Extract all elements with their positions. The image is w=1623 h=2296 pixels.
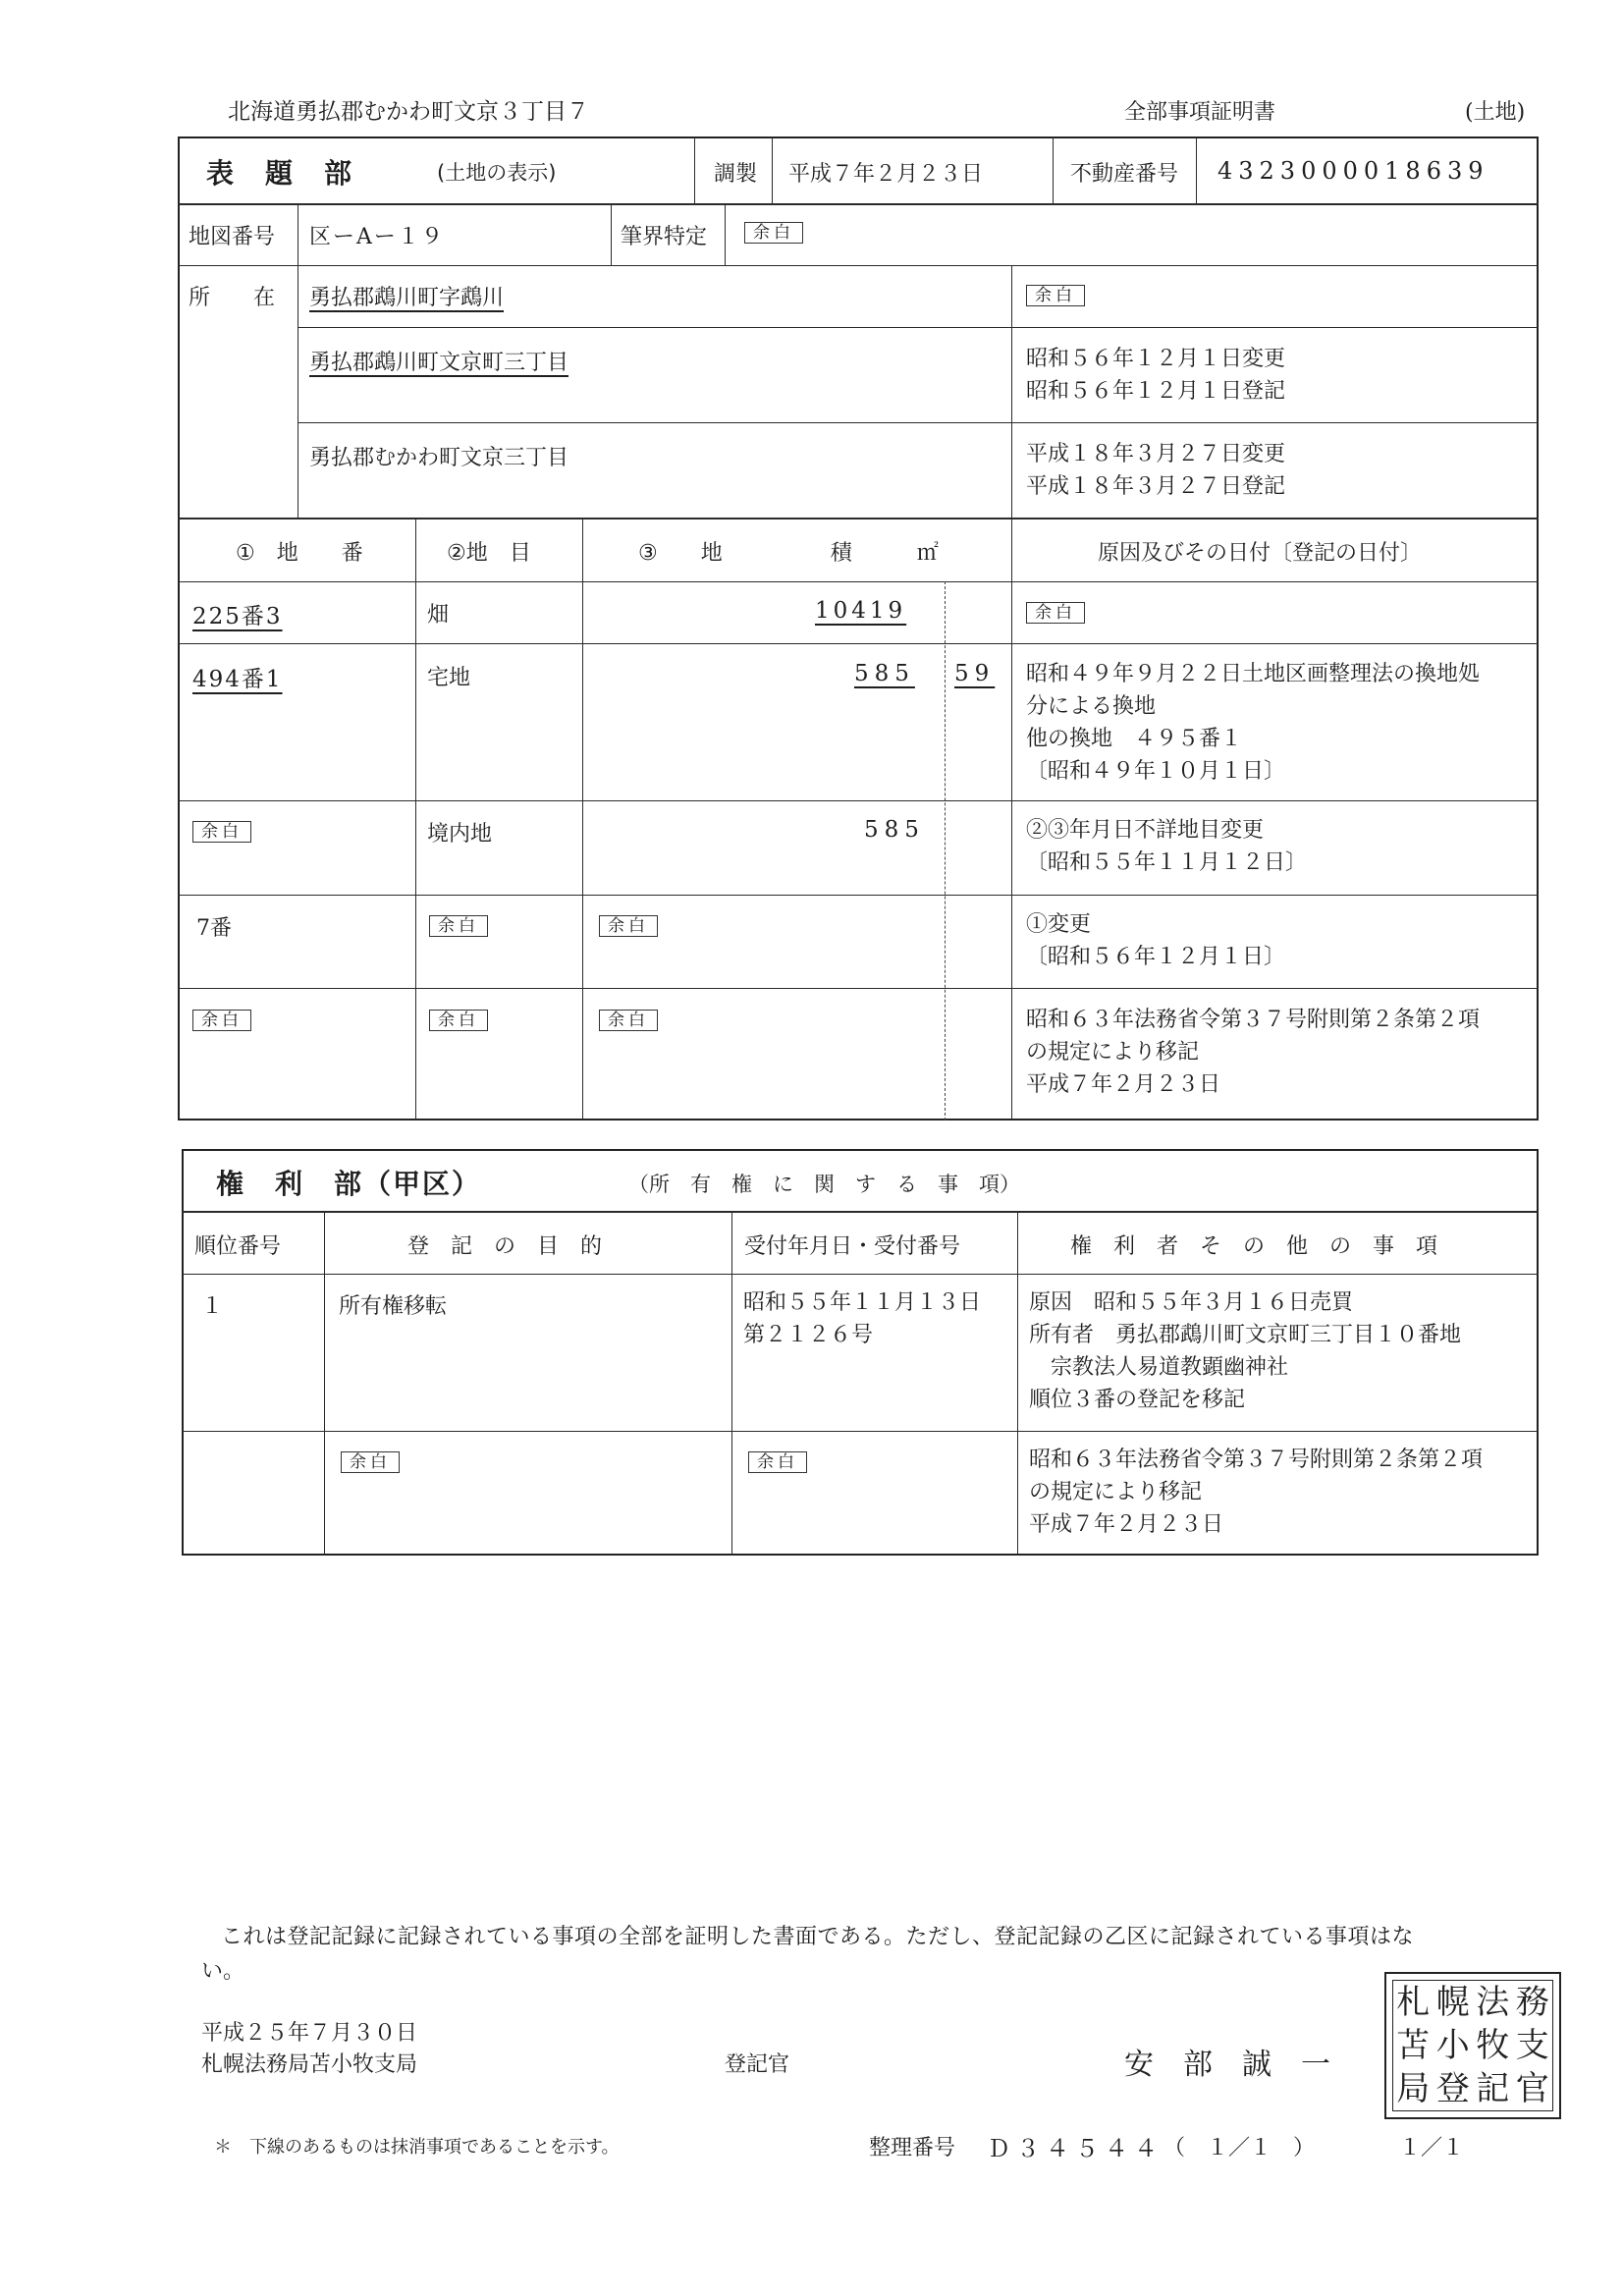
kenri-row1-mokuteki: 所有権移転 [339, 1294, 448, 1319]
officer-label: 登記官 [725, 2052, 790, 2077]
official-seal: 札 幌 法 務 苫 小 牧 支 局 登 記 官 [1384, 1972, 1561, 2119]
row5-chimoku-yohaku: 余白 [429, 1010, 488, 1031]
shozai-label: 所 在 [189, 286, 276, 310]
chosei-date: 平成７年２月２３日 [788, 162, 984, 187]
document-type: 全部事項証明書 [1124, 100, 1276, 125]
row1-chimoku: 畑 [427, 603, 450, 628]
row4-chimoku-yohaku: 余白 [429, 915, 488, 937]
location-1: 勇払郡鵡川町字鵡川 [309, 286, 505, 310]
kenri-row1-kenrisha: 原因 昭和５５年３月１６日売買 所有者 勇払郡鵡川町文京町三丁目１０番地 宗教法人易道教顕幽神社 順位３番の登記を移記 [1029, 1290, 1462, 1412]
kenri-row1-jun: １ [201, 1294, 224, 1319]
officer-name: 安 部 誠 一 [1124, 2048, 1330, 2082]
row5-chiban-yohaku: 余白 [192, 1010, 251, 1031]
hikkai-yohaku: 余白 [744, 222, 803, 244]
row5-chiseki-yohaku: 余白 [599, 1010, 658, 1031]
kenri-row2-kenrisha: 昭和６３年法務省令第３７号附則第２条第２項 の規定により移記 平成７年２月２３日 [1029, 1448, 1484, 1537]
issue-date: 平成２５年７月３０日 [201, 2021, 418, 2046]
fudosan-label: 不動産番号 [1070, 162, 1179, 187]
kenri-col-kenrisha: 権 利 者 そ の 他 の 事 項 [1070, 1234, 1438, 1259]
document-kind: (土地) [1465, 100, 1526, 125]
page-number: １／１ [1399, 2136, 1465, 2160]
chizu-value: 区ーAー１９ [309, 225, 445, 249]
fudosan-number: 4323000018639 [1217, 157, 1489, 185]
row2-chiseki: 585 [854, 661, 915, 686]
row5-genin: 昭和６３年法務省令第３７号附則第２条第２項 の規定により移記 平成７年２月２３日 [1026, 1008, 1481, 1097]
col-chimoku: ②地 目 [447, 541, 531, 566]
row1-genin-yohaku: 余白 [1026, 602, 1085, 624]
location-3-note: 平成１８年３月２７日変更 平成１８年３月２７日登記 [1026, 442, 1286, 499]
row4-chiban: 7番 [196, 916, 232, 941]
col-chiseki: ③ 地 積 ㎡ [638, 541, 939, 566]
seiri-page: （ １／１ ） [1163, 2136, 1316, 2160]
chosei-label: 調製 [714, 162, 758, 187]
kenri-col-jun: 順位番号 [194, 1234, 282, 1259]
location-1-yohaku: 余白 [1026, 285, 1085, 306]
hikkai-label: 筆界特定 [621, 225, 708, 249]
col-genin: 原因及びその日付〔登記の日付〕 [1098, 541, 1423, 566]
kenri-subtitle: （所 有 権 に 関 す る 事 項） [628, 1173, 1020, 1196]
hyodai-title: 表 題 部 [206, 157, 354, 190]
row3-chimoku: 境内地 [427, 822, 493, 847]
certify-line-2: い。 [201, 1959, 245, 1984]
row3-chiseki: 585 [864, 817, 925, 843]
row4-chiseki-yohaku: 余白 [599, 915, 658, 937]
row2-chiseki-decimal: 59 [954, 661, 996, 686]
chizu-label: 地図番号 [189, 225, 276, 249]
certify-line-1: これは登記記録に記録されている事項の全部を証明した書面である。ただし、登記記録の乙区に記録されている事項はな [221, 1925, 1415, 1949]
row1-chiseki: 10419 [815, 598, 907, 624]
hyodai-subtitle: (土地の表示) [437, 161, 557, 185]
row2-genin: 昭和４９年９月２２日土地区画整理法の換地処 分による換地 他の換地 ４９５番１ 〔昭和４９年１０月１日〕 [1026, 662, 1481, 784]
kenri-row1-uketsuke: 昭和５５年１１月１３日 第２１２６号 [743, 1290, 982, 1347]
kenri-col-uketsuke: 受付年月日・受付番号 [744, 1234, 961, 1259]
location-2-note: 昭和５６年１２月１日変更 昭和５６年１２月１日登記 [1026, 347, 1286, 404]
row2-chiban: 494番1 [192, 667, 283, 692]
seiri-number: Ｄ３４５４４ [987, 2135, 1163, 2162]
kenri-col-mokuteki: 登 記 の 目 的 [407, 1234, 603, 1259]
row3-genin: ②③年月日不詳地目変更 〔昭和５５年１１月１２日〕 [1026, 818, 1308, 875]
property-address: 北海道勇払郡むかわ町文京３丁目７ [228, 99, 589, 125]
kenri-title: 権 利 部（甲区） [216, 1168, 482, 1200]
seiri-label: 整理番号 [869, 2136, 956, 2160]
row4-genin: ①変更 〔昭和５６年１２月１日〕 [1026, 912, 1286, 969]
kenri-row2-uketsuke-yohaku: 余白 [748, 1451, 807, 1473]
location-2: 勇払郡鵡川町文京町三丁目 [309, 351, 569, 375]
row2-chimoku: 宅地 [427, 666, 471, 690]
row1-chiban: 225番3 [192, 604, 283, 629]
location-3: 勇払郡むかわ町文京三丁目 [309, 446, 569, 470]
kenri-row2-mokuteki-yohaku: 余白 [341, 1451, 400, 1473]
underline-note: ＊ 下線のあるものは抹消事項であることを示す。 [214, 2137, 620, 2158]
issuing-office: 札幌法務局苫小牧支局 [201, 2052, 418, 2077]
row3-chiban-yohaku: 余白 [192, 821, 251, 843]
col-chiban: ① 地 番 [236, 541, 363, 566]
